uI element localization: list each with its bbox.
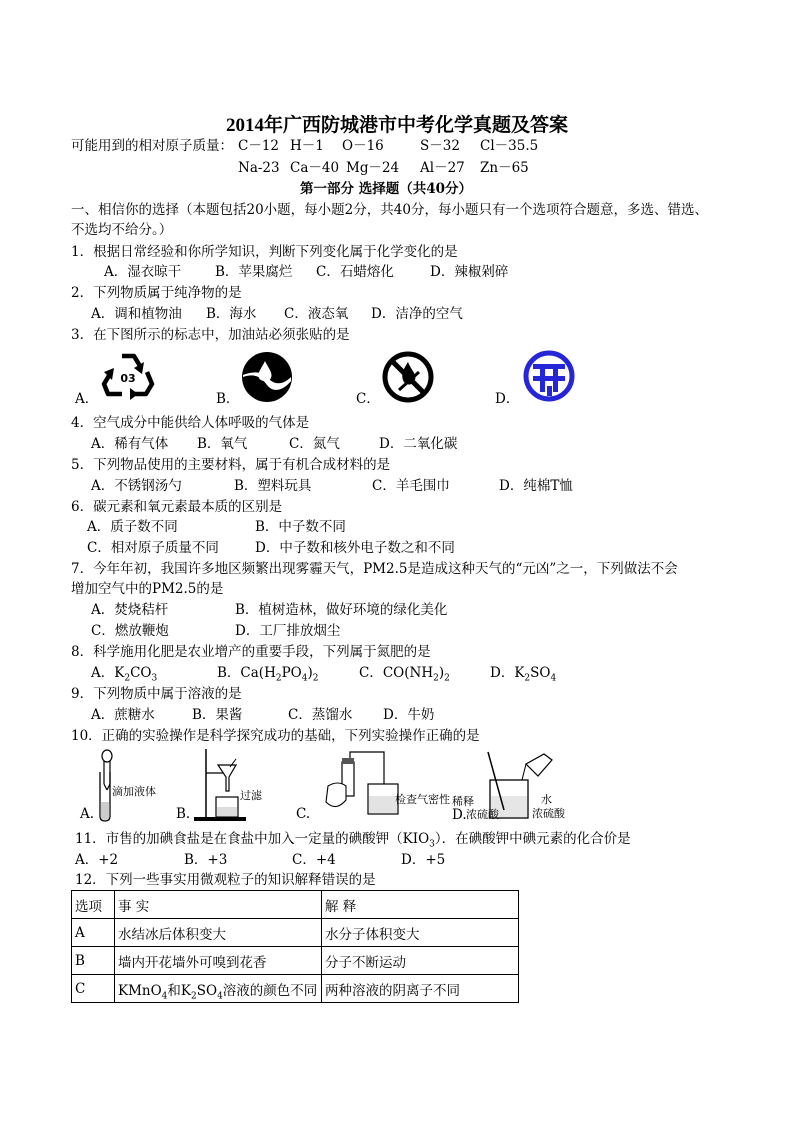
q5-option-b: B．塑料玩具	[234, 478, 312, 494]
q6-option-a: A．质子数不同	[87, 519, 178, 535]
table-cell-option: B	[72, 947, 115, 975]
blue-water-logo-icon	[523, 350, 575, 402]
q8-option-a: A．$K_2CO_3$	[91, 665, 158, 684]
q4-option-d: D．二氧化碳	[379, 436, 458, 452]
q8-option-c: C．$CO(NH_2)_2$	[359, 665, 450, 684]
q1-stem: 1．根据日常经验和你所学知识，判断下列变化属于化学变化的是	[71, 244, 458, 260]
q7-option-b: B．植树造林，做好环境的绿化美化	[235, 602, 448, 618]
q6-stem: 6．碳元素和氧元素最本质的区别是	[71, 499, 283, 515]
intro-line2: 不选均不给分。）	[71, 222, 173, 238]
atomic-mass-label: 可能用到的相对原子质量：	[71, 138, 233, 154]
q2-option-b: B．海水	[206, 306, 257, 322]
q4-option-b: B．氧气	[197, 436, 248, 452]
q9-option-b: B．果酱	[192, 707, 243, 723]
q11-option-c: C．+4	[292, 852, 336, 868]
table-cell-option: A	[72, 919, 115, 947]
q2-option-d: D．洁净的空气	[371, 306, 463, 322]
q12-stem: 12．下列一些事实用微观粒子的知识解释错误的是	[75, 872, 376, 888]
part1-heading: 第一部分 选择题（共40分）	[300, 181, 472, 197]
q10-option-a: A.	[80, 806, 95, 822]
q10-option-c: C.	[296, 806, 311, 822]
table-cell-fact: KMnO$_4$和$K_2SO_4$溶液的颜色不同	[115, 975, 322, 1003]
q9-option-c: C．蒸馏水	[288, 707, 353, 723]
q10-stem: 10．正确的实验操作是科学探究成功的基础，下列实验操作正确的是	[71, 728, 480, 744]
q1-option-d: D．辣椒剁碎	[430, 264, 509, 280]
page-title: 2014年广西防城港市中考化学真题及答案	[225, 115, 568, 136]
q10-option-d: D.	[452, 807, 467, 823]
q10-caption-d4: 浓硫酸	[532, 807, 565, 820]
atomic-mass-zn: Zn－65	[480, 160, 529, 176]
q7-stem-line2: 增加空气中的PM2.5的是	[71, 581, 224, 597]
q10-caption-d1: 稀释	[452, 795, 474, 808]
q7-option-d: D．工厂排放烟尘	[235, 623, 341, 639]
q3-option-b: B．	[216, 391, 240, 407]
q10-caption-b: 过滤	[240, 789, 262, 802]
q2-stem: 2．下列物质属于纯净物的是	[71, 285, 242, 301]
q10-caption-d3: 水	[541, 793, 552, 806]
q2-option-c: C．液态氧	[284, 306, 349, 322]
q5-stem: 5．下列物品使用的主要材料，属于有机合成材料的是	[71, 457, 391, 473]
atomic-mass-h: H－1	[290, 138, 324, 154]
q1-option-a: A．湿衣晾干	[104, 264, 182, 280]
atomic-mass-o: O－16	[342, 138, 384, 154]
atomic-mass-na: Na-23	[238, 160, 280, 176]
q10-caption-d2: 浓硫酸	[466, 808, 499, 821]
q5-option-d: D．纯棉T恤	[499, 478, 573, 494]
q12-table	[71, 890, 519, 1003]
table-row	[72, 975, 519, 1003]
q10-caption-a: 滴加液体	[112, 785, 156, 798]
q7-option-a: A．焚烧秸杆	[91, 602, 169, 618]
q11-stem: 11．市售的加碘食盐是在食盐中加入一定量的碘酸钾$(KIO_3)$．在碘酸钾中碘元素的化合价是	[75, 831, 631, 850]
q4-option-a: A．稀有气体	[91, 436, 169, 452]
q5-option-a: A．不锈钢汤勺	[91, 478, 182, 494]
q5-option-c: C．羊毛围巾	[372, 478, 450, 494]
q6-option-c: C．相对原子质量不同	[87, 540, 219, 556]
q6-option-d: D．中子数和核外电子数之和不同	[255, 540, 455, 556]
atomic-mass-mg: Mg－24	[346, 160, 400, 176]
q4-option-c: C．氮气	[289, 436, 340, 452]
q6-option-b: B．中子数不同	[255, 519, 346, 535]
atomic-mass-al: Al－27	[420, 160, 465, 176]
table-header-row	[72, 891, 519, 919]
q7-option-c: C．燃放鞭炮	[91, 623, 169, 639]
atomic-mass-cl: Cl－35.5	[480, 138, 539, 154]
q8-option-b: B．$Ca(H_2PO_4)_2$	[217, 665, 319, 684]
table-cell-fact: 墙内开花墙外可嗅到花香	[115, 947, 322, 975]
q8-stem: 8．科学施用化肥是农业增产的重要手段，下列属于氮肥的是	[71, 644, 431, 660]
table-header-fact: 事 实	[115, 891, 322, 919]
filtration-diagram-icon	[186, 747, 266, 823]
table-header-explanation: 解 释	[322, 891, 519, 919]
water-saving-icon	[241, 351, 293, 403]
atomic-mass-s: S－32	[420, 138, 460, 154]
q9-option-d: D．牛奶	[383, 707, 435, 723]
q9-stem: 9．下列物质中属于溶液的是	[71, 686, 242, 702]
q9-option-a: A．蔗糖水	[91, 707, 155, 723]
table-row	[72, 919, 519, 947]
airtightness-diagram-icon	[312, 752, 402, 822]
q3-option-c: C．	[356, 391, 380, 407]
table-cell-option: C	[72, 975, 115, 1003]
q4-stem: 4．空气成分中能供给人体呼吸的气体是	[71, 415, 310, 431]
table-header-option: 选项	[72, 891, 115, 919]
q10-caption-c: 检查气密性	[395, 793, 450, 806]
recycle-icon	[100, 348, 156, 400]
q3-option-d: D．	[495, 391, 520, 407]
table-cell-explanation: 水分子体积变大	[322, 919, 519, 947]
q2-option-a: A．调和植物油	[91, 306, 182, 322]
q1-option-c: C．石蜡熔化	[316, 264, 394, 280]
q7-stem-line1: 7．今年年初，我国许多地区频繁出现雾霾天气，PM2.5是造成这种天气的“元凶”之一，下列做法不会	[71, 561, 678, 577]
table-cell-fact: 水结冰后体积变大	[115, 919, 322, 947]
q3-option-a: A．	[75, 391, 99, 407]
table-cell-explanation: 两种溶液的阴离子不同	[322, 975, 519, 1003]
table-cell-explanation: 分子不断运动	[322, 947, 519, 975]
q11-option-b: B．+3	[184, 852, 228, 868]
q8-option-d: D．$K_2SO_4$	[490, 665, 557, 684]
no-fire-icon	[381, 350, 435, 404]
atomic-mass-c: C－12	[238, 138, 280, 154]
q10-option-b: B.	[176, 806, 191, 822]
q11-option-d: D．+5	[401, 852, 446, 868]
q1-option-b: B．苹果腐烂	[215, 264, 293, 280]
atomic-mass-ca: Ca－40	[290, 160, 340, 176]
intro-line1: 一、相信你的选择（本题包括20小题，每小题2分，共40分，每小题只有一个选项符合题意，多选、错选、	[71, 202, 708, 218]
table-row	[72, 947, 519, 975]
recycle-number: 03	[120, 372, 136, 385]
q3-stem: 3．在下图所示的标志中，加油站必须张贴的是	[71, 327, 350, 343]
q11-option-a: A．+2	[75, 852, 119, 868]
